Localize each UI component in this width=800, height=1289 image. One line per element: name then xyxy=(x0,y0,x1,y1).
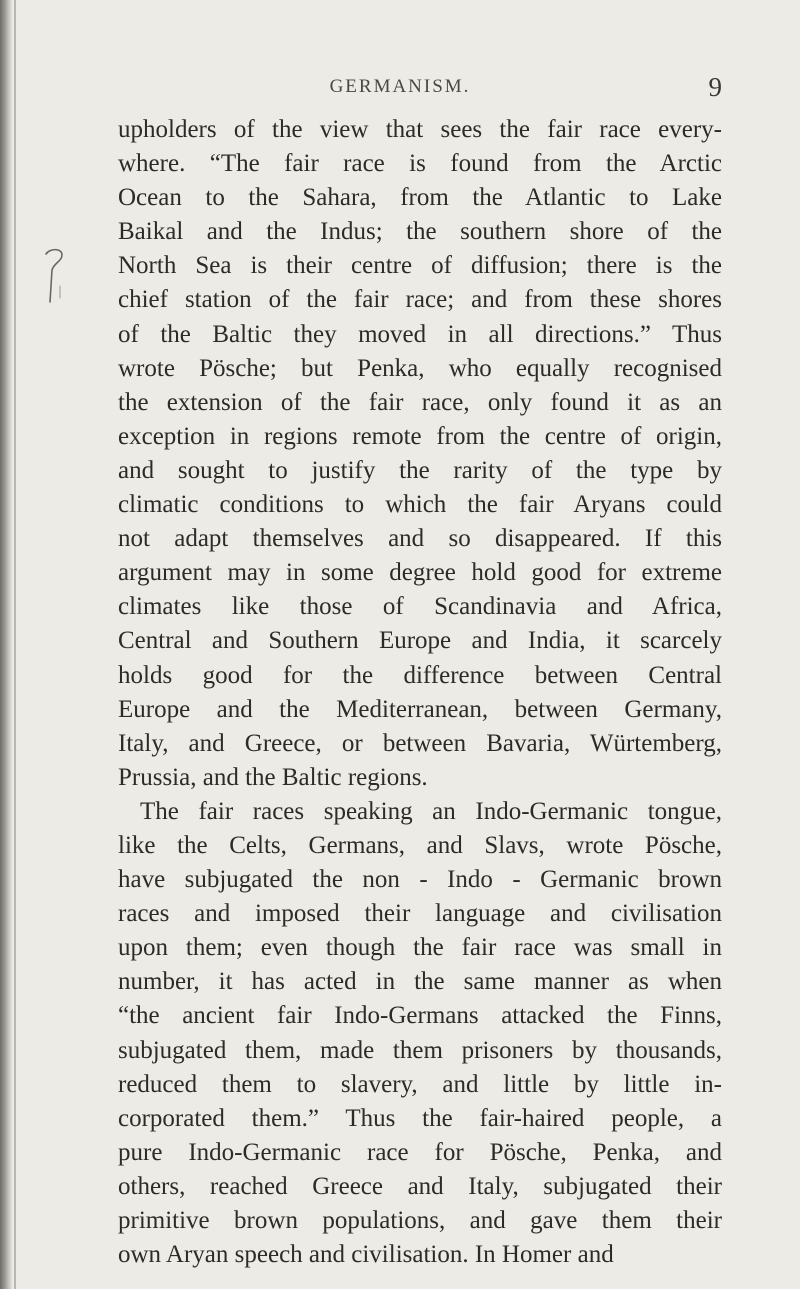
text-line: climatic conditions to which the fair Aryans could xyxy=(118,491,722,519)
text-line: wrote Pösche; but Penka, who equally recognised xyxy=(118,354,722,382)
text-line: own Aryan speech and civilisation. In Homer and xyxy=(118,1241,614,1269)
text-line: exception in regions remote from the centre of origin, xyxy=(118,422,722,450)
text-line: have subjugated the non - Indo - Germanic brown xyxy=(118,866,722,894)
running-header xyxy=(80,72,722,106)
text-line: where. “The fair race is found from the Arctic xyxy=(118,150,722,178)
body-text xyxy=(118,113,722,1272)
text-line: Prussia, and the Baltic regions. xyxy=(118,763,428,791)
text-line: The fair races speaking an Indo-Germanic tongue, xyxy=(140,797,722,825)
running-head-title: GERMANISM. xyxy=(329,76,471,97)
text-line: corporated them.” Thus the fair-haired people, a xyxy=(118,1104,722,1132)
paragraph xyxy=(118,113,722,795)
text-line: argument may in some degree hold good for extreme xyxy=(118,559,722,587)
text-line: races and imposed their language and civilisation xyxy=(118,900,722,928)
text-line: and sought to justify the rarity of the type by xyxy=(118,456,722,484)
text-line: others, reached Greece and Italy, subjugated their xyxy=(118,1172,722,1200)
text-line: primitive brown populations, and gave them their xyxy=(118,1207,722,1234)
text-line: Italy, and Greece, or between Bavaria, Würtemberg, xyxy=(118,729,722,757)
book-binding-edge xyxy=(0,0,12,1289)
text-line: Ocean to the Sahara, from the Atlantic to Lake xyxy=(118,184,722,212)
margin-question-mark-annotation xyxy=(40,246,68,306)
text-line: Europe and the Mediterranean, between Germany, xyxy=(118,695,722,723)
paragraph xyxy=(118,795,722,1272)
text-line: Baikal and the Indus; the southern shore of the xyxy=(118,218,722,246)
text-line: chief station of the fair race; and from these shores xyxy=(118,286,722,314)
text-line: “the ancient fair Indo-Germans attacked the Finns, xyxy=(118,1002,722,1030)
text-line: the extension of the fair race, only found it as an xyxy=(118,388,722,416)
text-line: upholders of the view that sees the fair race every- xyxy=(118,116,722,143)
text-line: holds good for the difference between Central xyxy=(118,661,722,689)
text-line: number, it has acted in the same manner as when xyxy=(118,968,722,996)
text-line: of the Baltic they moved in all directions.” Thus xyxy=(118,320,722,348)
text-line: upon them; even though the fair race was small in xyxy=(118,934,722,962)
text-line: North Sea is their centre of diffusion; there is the xyxy=(118,252,722,280)
text-line: like the Celts, Germans, and Slavs, wrote Pösche, xyxy=(118,831,722,859)
page-number: 9 xyxy=(708,72,722,102)
text-line: reduced them to slavery, and little by little in- xyxy=(118,1070,722,1098)
text-line: not adapt themselves and so disappeared. If this xyxy=(118,525,722,553)
text-line: pure Indo-Germanic race for Pösche, Penka, and xyxy=(118,1138,722,1166)
text-line: climates like those of Scandinavia and Africa, xyxy=(118,593,722,621)
binding-shadow-line xyxy=(14,0,16,1289)
text-line: Central and Southern Europe and India, it scarcely xyxy=(118,627,722,655)
text-line: subjugated them, made them prisoners by thousands, xyxy=(118,1036,722,1064)
